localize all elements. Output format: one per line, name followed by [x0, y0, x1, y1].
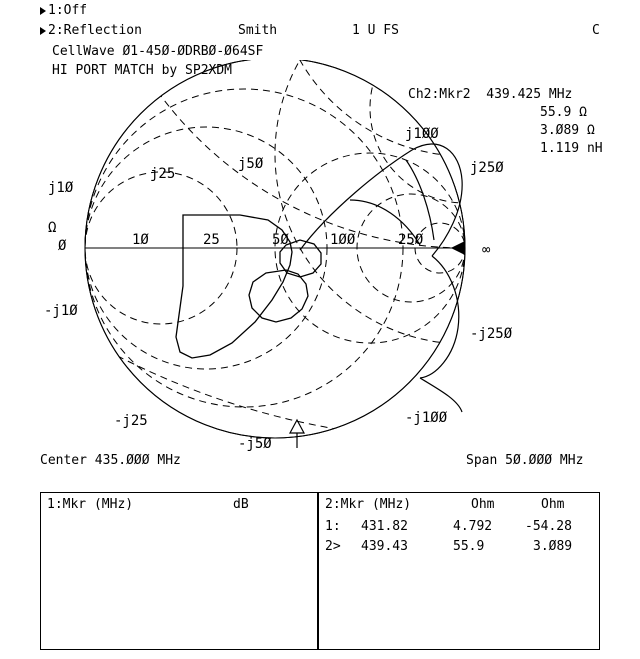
- trace2-status[interactable]: 2:Reflection: [40, 24, 142, 38]
- table-row: 4.792: [453, 519, 493, 534]
- label-infinity: ∞: [482, 242, 491, 258]
- label-neg-j10: -j1Ø: [44, 303, 78, 319]
- trace1-marker-icon: [40, 7, 46, 15]
- marker-table-2-header-ohm-r: Ohm: [471, 497, 495, 512]
- label-neg-j100: -j1ØØ: [405, 410, 448, 426]
- marker-table-1-header-db: dB: [233, 497, 249, 512]
- marker-table-1[interactable]: [40, 492, 318, 650]
- smith-resistance-circles: [85, 60, 465, 438]
- table-row: 3.Ø89: [533, 539, 573, 554]
- marker-readout-line2: 55.9 Ω: [540, 105, 587, 120]
- label-250: 25Ø: [398, 232, 424, 248]
- marker-arrow-bottom: [290, 420, 304, 448]
- label-neg-j250: -j25Ø: [470, 326, 513, 342]
- label-10: 1Ø: [132, 232, 149, 248]
- marker-readout-line4: 1.119 nH: [540, 141, 603, 156]
- label-neg-j25: -j25: [114, 413, 148, 429]
- smith-outer-circle: [85, 60, 465, 438]
- label-ohm-unit: Ω: [48, 220, 57, 236]
- label-neg-j50: -j5Ø: [238, 436, 272, 452]
- trace2-format: Smith: [238, 23, 278, 38]
- trace2-scale: 1 U FS: [352, 23, 399, 38]
- label-50: 5Ø: [272, 232, 289, 248]
- smith-chart-svg: [0, 60, 640, 460]
- table-row: 1:: [325, 519, 341, 534]
- label-j25: j25: [150, 166, 176, 182]
- chart-title-line1: CellWave Ø1-45Ø-ØDRBØ-Ø64SF: [52, 44, 264, 59]
- smith-trace-measured: [176, 215, 321, 358]
- label-100: 1ØØ: [330, 232, 356, 248]
- trace2-marker-icon: [40, 27, 46, 35]
- marker-table-1-header-freq: 1:Mkr (MHz): [47, 497, 134, 512]
- marker-readout-line1: Ch2:Mkr2 439.425 MHz: [408, 87, 573, 102]
- trace1-status[interactable]: 1:Off: [40, 4, 87, 18]
- marker-table-2-header-ohm-x: Ohm: [541, 497, 565, 512]
- marker-table-2[interactable]: [318, 492, 600, 650]
- marker-arrow-right: [452, 242, 464, 254]
- table-row: -54.28: [525, 519, 572, 534]
- label-25: 25: [203, 232, 220, 248]
- table-row: 2>: [325, 539, 341, 554]
- label-j100: j1ØØ: [405, 126, 439, 142]
- chart-title-line2: HI PORT MATCH by SP2XDM: [52, 63, 233, 78]
- table-row: 431.82: [361, 519, 408, 534]
- center-frequency-label: Center 435.ØØØ MHz: [40, 453, 181, 468]
- smith-trace-tail: [300, 144, 462, 412]
- label-0: Ø: [58, 238, 67, 254]
- label-j250: j25Ø: [470, 160, 504, 176]
- label-j50: j5Ø: [238, 156, 264, 172]
- table-row: 55.9: [453, 539, 485, 554]
- marker-readout-line3: 3.Ø89 Ω: [540, 123, 595, 138]
- label-j10: j1Ø: [48, 180, 74, 196]
- smith-reactance-arcs: [0, 60, 640, 460]
- marker-table-2-header-freq: 2:Mkr (MHz): [325, 497, 412, 512]
- table-row: 439.43: [361, 539, 408, 554]
- smith-chart[interactable]: [0, 60, 640, 460]
- trace2-channel: C: [592, 23, 600, 38]
- span-label: Span 5Ø.ØØØ MHz: [466, 453, 584, 468]
- marker-tables: [40, 492, 600, 650]
